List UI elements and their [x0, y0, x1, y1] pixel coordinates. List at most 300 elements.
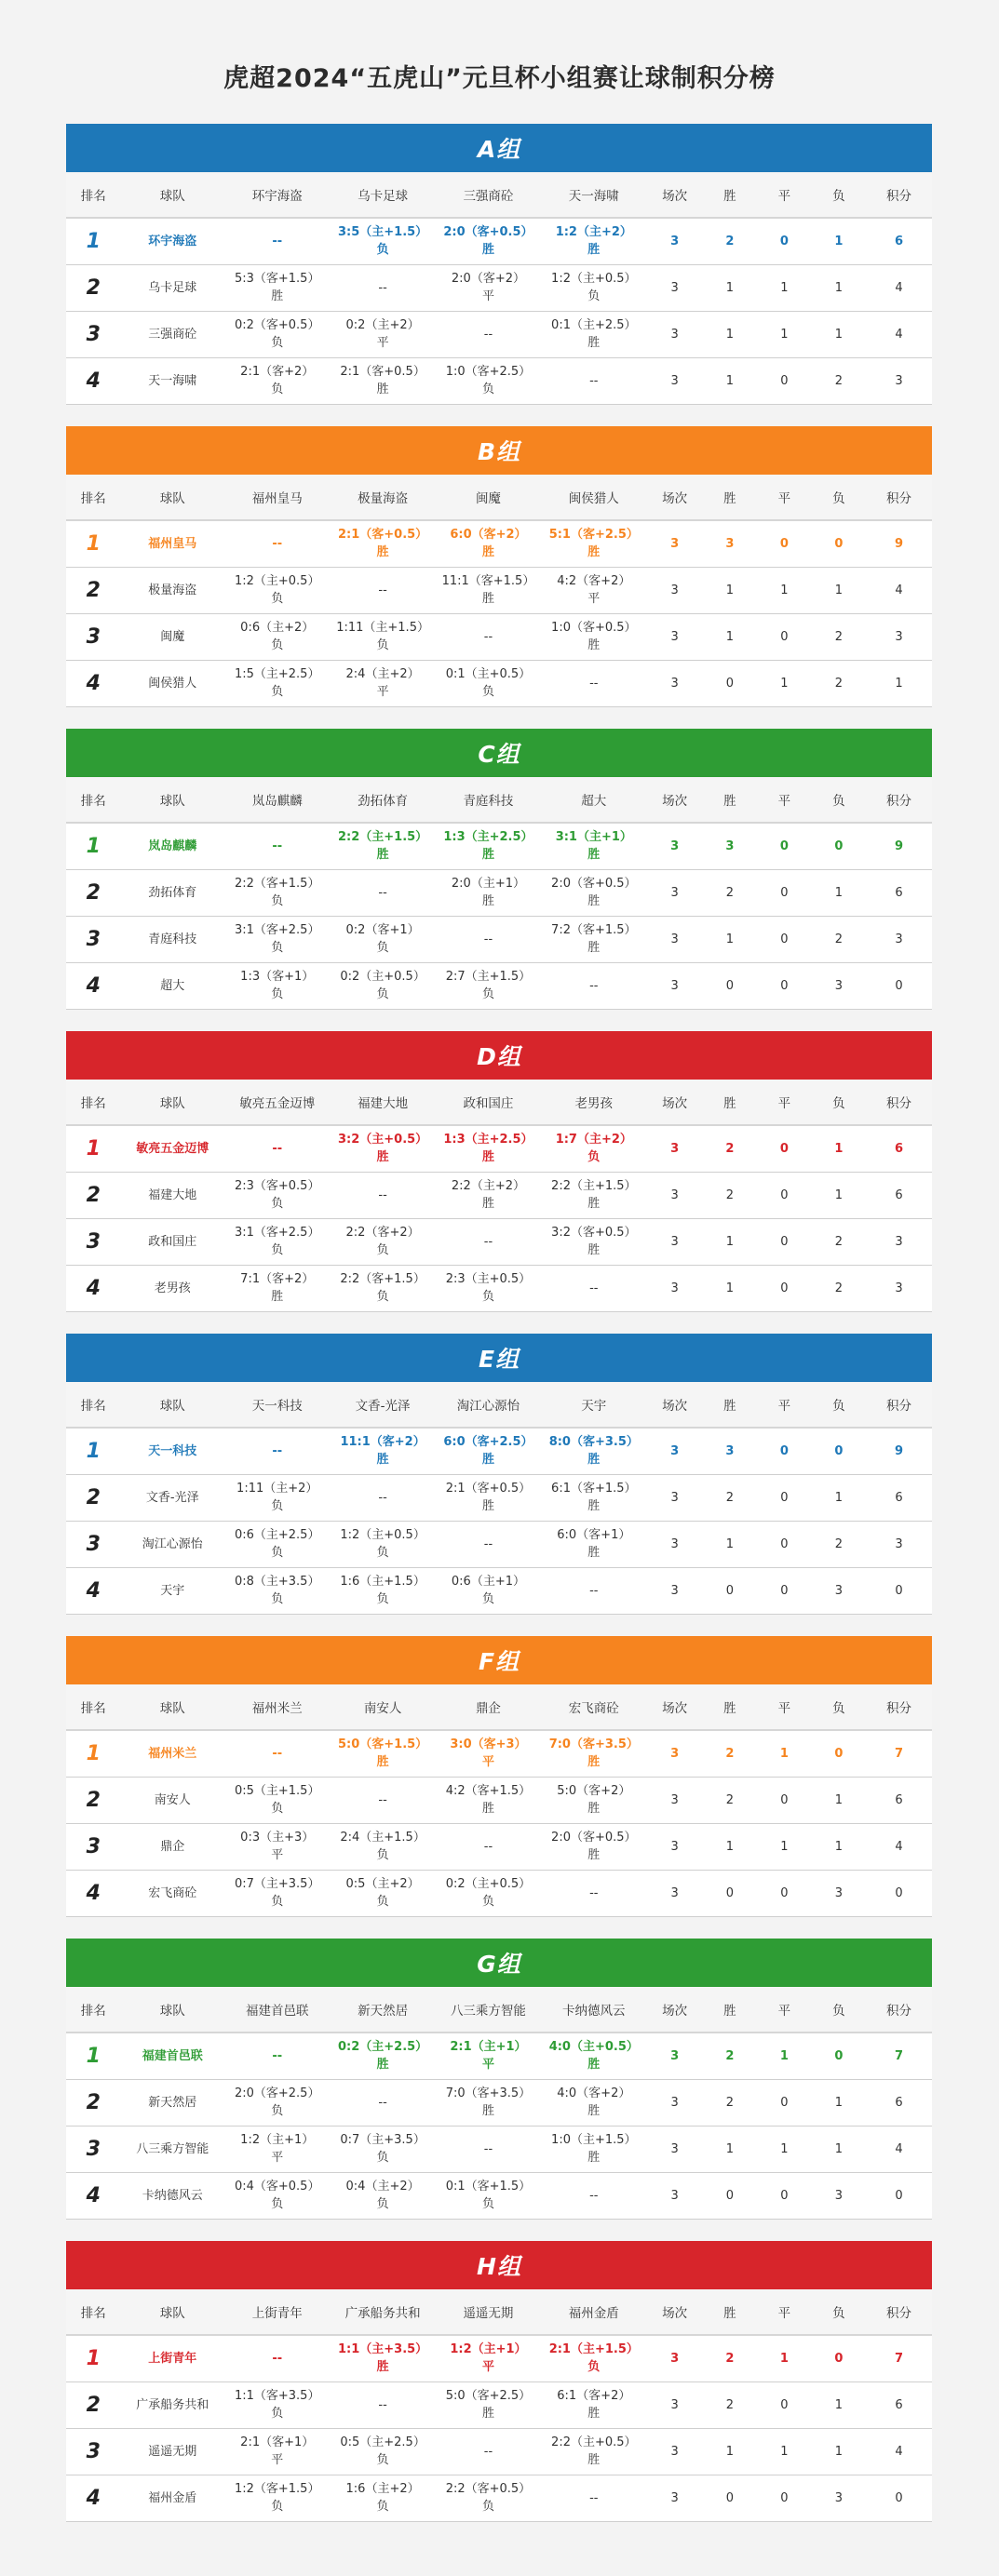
match-result-cell	[541, 2475, 646, 2521]
played-count: 3	[646, 962, 702, 1009]
col-opponent-header: 福州米兰	[224, 1684, 330, 1730]
group-table	[66, 1031, 932, 1312]
match-score: 7:0（客+3.5）	[445, 2086, 532, 2100]
col-win-header: 胜	[703, 777, 757, 823]
match-score: --	[272, 839, 283, 853]
match-outcome: 平	[481, 2360, 494, 2375]
match-result-cell	[436, 1265, 541, 1311]
match-outcome: 胜	[481, 894, 494, 908]
match-result-cell	[541, 2335, 646, 2381]
loss-count: 1	[812, 2126, 866, 2172]
match-result-cell	[330, 2079, 435, 2126]
col-draw-header: 平	[757, 1987, 811, 2033]
draw-count: 0	[757, 1777, 811, 1823]
match-outcome: 负	[481, 685, 494, 699]
match-result-cell	[224, 1474, 330, 1521]
match-outcome: 负	[481, 2197, 494, 2211]
match-score: 2:0（客+0.5）	[443, 225, 533, 240]
col-team-header: 球队	[120, 777, 224, 823]
rank-number: 1	[66, 2335, 120, 2381]
match-score: 2:2（客+0.5）	[445, 2482, 532, 2496]
draw-count: 0	[757, 1218, 811, 1265]
standings-table	[66, 1684, 932, 1917]
match-outcome: 负	[271, 1197, 284, 1211]
match-score: 2:0（客+2）	[451, 272, 525, 286]
loss-count: 1	[812, 1823, 866, 1870]
match-score: 3:1（客+2.5）	[234, 923, 320, 937]
team-name: 天一海啸	[120, 357, 224, 404]
table-row	[66, 2475, 932, 2521]
table-row	[66, 613, 932, 660]
win-count: 1	[703, 1265, 757, 1311]
rank-number: 3	[66, 1218, 120, 1265]
rank-number: 2	[66, 1172, 120, 1218]
match-result-cell	[224, 1428, 330, 1474]
match-result-cell	[436, 2033, 541, 2079]
table-row	[66, 2079, 932, 2126]
points-total: 4	[866, 264, 932, 311]
match-score: 2:4（主+1.5）	[340, 1831, 425, 1845]
loss-count: 0	[812, 823, 866, 869]
rank-number: 1	[66, 1730, 120, 1777]
match-score: 2:1（主+1）	[450, 2040, 527, 2055]
table-row	[66, 264, 932, 311]
played-count: 3	[646, 1474, 702, 1521]
col-opponent-header: 乌卡足球	[330, 172, 435, 218]
match-score: --	[378, 280, 387, 295]
match-result-cell	[541, 1567, 646, 1614]
match-result-cell	[436, 916, 541, 962]
table-row	[66, 218, 932, 264]
match-result-cell	[436, 218, 541, 264]
match-score: --	[483, 932, 493, 946]
points-total: 0	[866, 2475, 932, 2521]
group-table	[66, 426, 932, 707]
header-row	[66, 2289, 932, 2335]
played-count: 3	[646, 2126, 702, 2172]
match-score: 2:1（主+1.5）	[548, 2342, 639, 2357]
match-score: 0:5（主+2）	[345, 1877, 420, 1891]
table-row	[66, 1730, 932, 1777]
match-result-cell	[541, 2172, 646, 2219]
col-played-header: 场次	[646, 1080, 702, 1125]
match-result-cell	[541, 2428, 646, 2475]
match-result-cell	[330, 1218, 435, 1265]
col-opponent-header: 天宇	[541, 1382, 646, 1428]
group-header: G组	[66, 1939, 932, 1987]
draw-count: 0	[757, 1521, 811, 1567]
match-result-cell	[436, 2428, 541, 2475]
col-opponent-header: 闽侯猎人	[541, 475, 646, 520]
match-score: 0:4（客+0.5）	[234, 2180, 320, 2194]
match-score: 1:3（主+2.5）	[443, 1133, 533, 1147]
match-outcome: 平	[271, 1848, 284, 1862]
match-outcome: 负	[376, 987, 389, 1001]
match-outcome: 负	[271, 1546, 284, 1560]
played-count: 3	[646, 1823, 702, 1870]
team-name: 南安人	[120, 1777, 224, 1823]
group-header: C组	[66, 729, 932, 777]
match-score: --	[483, 1234, 493, 1249]
match-result-cell	[541, 1777, 646, 1823]
match-score: 7:2（客+1.5）	[551, 923, 637, 937]
team-name: 福州米兰	[120, 1730, 224, 1777]
standings-table	[66, 1382, 932, 1615]
match-score: --	[272, 1443, 283, 1458]
col-rank-header: 排名	[66, 1987, 120, 2033]
match-result-cell	[330, 613, 435, 660]
win-count: 1	[703, 916, 757, 962]
match-score: 1:2（主+0.5）	[234, 574, 320, 588]
col-opponent-header: 南安人	[330, 1684, 435, 1730]
match-outcome: 负	[587, 1150, 601, 1165]
match-score: 4:2（客+2）	[557, 574, 631, 588]
match-outcome: 负	[481, 1592, 494, 1606]
table-row	[66, 962, 932, 1009]
col-win-header: 胜	[703, 475, 757, 520]
match-score: --	[483, 629, 493, 644]
match-score: 1:5（主+2.5）	[234, 667, 320, 681]
match-result-cell	[224, 1521, 330, 1567]
win-count: 0	[703, 2475, 757, 2521]
match-result-cell	[224, 2381, 330, 2428]
match-outcome: 胜	[481, 1802, 494, 1816]
match-outcome: 平	[481, 1755, 494, 1770]
match-score: 0:1（主+0.5）	[445, 667, 532, 681]
points-total: 6	[866, 218, 932, 264]
match-result-cell	[330, 1428, 435, 1474]
col-opponent-header: 宏飞商砼	[541, 1684, 646, 1730]
team-name: 淘江心源怡	[120, 1521, 224, 1567]
match-result-cell	[224, 2475, 330, 2521]
rank-number: 3	[66, 613, 120, 660]
table-row	[66, 1125, 932, 1172]
points-total: 6	[866, 1125, 932, 1172]
draw-count: 0	[757, 1567, 811, 1614]
match-outcome: 胜	[481, 1453, 494, 1468]
match-score: 2:0（客+0.5）	[551, 877, 637, 891]
draw-count: 1	[757, 567, 811, 613]
points-total: 3	[866, 1521, 932, 1567]
match-score: 0:6（主+2）	[240, 621, 315, 635]
table-row	[66, 2335, 932, 2381]
group-header: F组	[66, 1636, 932, 1684]
match-outcome: 胜	[376, 545, 389, 560]
standings-table	[66, 1080, 932, 1312]
match-result-cell	[436, 2172, 541, 2219]
match-score: --	[589, 373, 599, 388]
table-row	[66, 1521, 932, 1567]
draw-count: 0	[757, 2381, 811, 2428]
match-score: 1:2（客+1.5）	[234, 2482, 320, 2496]
col-loss-header: 负	[812, 777, 866, 823]
match-outcome: 负	[271, 894, 284, 908]
col-win-header: 胜	[703, 2289, 757, 2335]
match-result-cell	[224, 2079, 330, 2126]
points-total: 6	[866, 1172, 932, 1218]
played-count: 3	[646, 1870, 702, 1916]
col-rank-header: 排名	[66, 1382, 120, 1428]
header-row	[66, 1080, 932, 1125]
match-outcome: 负	[587, 289, 601, 303]
match-result-cell	[224, 2428, 330, 2475]
header-row	[66, 475, 932, 520]
match-result-cell	[541, 2033, 646, 2079]
match-outcome: 胜	[587, 2058, 601, 2073]
match-result-cell	[436, 1474, 541, 1521]
loss-count: 2	[812, 1521, 866, 1567]
draw-count: 0	[757, 2079, 811, 2126]
match-result-cell	[436, 962, 541, 1009]
match-result-cell	[330, 311, 435, 357]
match-outcome: 负	[587, 2360, 601, 2375]
played-count: 3	[646, 916, 702, 962]
rank-number: 2	[66, 567, 120, 613]
col-loss-header: 负	[812, 475, 866, 520]
group-header: E组	[66, 1334, 932, 1382]
points-total: 4	[866, 2126, 932, 2172]
match-result-cell	[224, 520, 330, 567]
loss-count: 1	[812, 1777, 866, 1823]
col-rank-header: 排名	[66, 2289, 120, 2335]
match-outcome: 胜	[587, 1802, 601, 1816]
draw-count: 0	[757, 2172, 811, 2219]
loss-count: 2	[812, 357, 866, 404]
team-name: 闽魔	[120, 613, 224, 660]
match-result-cell	[436, 311, 541, 357]
played-count: 3	[646, 2381, 702, 2428]
loss-count: 1	[812, 1172, 866, 1218]
col-loss-header: 负	[812, 1684, 866, 1730]
table-row	[66, 2381, 932, 2428]
match-result-cell	[541, 567, 646, 613]
match-score: 0:4（主+2）	[345, 2180, 420, 2194]
loss-count: 1	[812, 1125, 866, 1172]
match-score: 0:2（主+2）	[345, 318, 420, 332]
match-outcome: 负	[271, 336, 284, 350]
page-title: 虎超2024“五虎山”元旦杯小组赛让球制积分榜	[223, 64, 776, 93]
draw-count: 0	[757, 218, 811, 264]
group-table	[66, 2241, 932, 2522]
win-count: 2	[703, 1125, 757, 1172]
match-score: 4:0（客+2）	[557, 2086, 631, 2100]
match-outcome: 负	[481, 382, 494, 396]
match-outcome: 胜	[587, 1243, 601, 1257]
match-result-cell	[436, 520, 541, 567]
col-opponent-header: 上街青年	[224, 2289, 330, 2335]
match-result-cell	[436, 264, 541, 311]
match-result-cell	[541, 1521, 646, 1567]
match-result-cell	[541, 357, 646, 404]
match-score: --	[589, 1281, 599, 1295]
match-result-cell	[541, 1474, 646, 1521]
team-name: 政和国庄	[120, 1218, 224, 1265]
match-outcome: 负	[271, 1592, 284, 1606]
match-result-cell	[330, 2033, 435, 2079]
match-result-cell	[330, 2126, 435, 2172]
played-count: 3	[646, 2033, 702, 2079]
rank-number: 1	[66, 823, 120, 869]
col-loss-header: 负	[812, 2289, 866, 2335]
col-opponent-header: 卡纳德风云	[541, 1987, 646, 2033]
col-opponent-header: 敏亮五金迈博	[224, 1080, 330, 1125]
match-result-cell	[330, 1730, 435, 1777]
col-rank-header: 排名	[66, 475, 120, 520]
match-result-cell	[541, 962, 646, 1009]
col-loss-header: 负	[812, 1080, 866, 1125]
match-result-cell	[330, 2381, 435, 2428]
table-row	[66, 1474, 932, 1521]
match-outcome: 胜	[376, 1453, 389, 1468]
table-row	[66, 2126, 932, 2172]
table-row	[66, 520, 932, 567]
match-outcome: 平	[481, 289, 494, 303]
match-outcome: 胜	[481, 1150, 494, 1165]
draw-count: 0	[757, 962, 811, 1009]
draw-count: 0	[757, 1172, 811, 1218]
team-name: 新天然居	[120, 2079, 224, 2126]
group-table	[66, 1636, 932, 1917]
col-team-header: 球队	[120, 2289, 224, 2335]
points-total: 0	[866, 1567, 932, 1614]
col-team-header: 球队	[120, 1684, 224, 1730]
loss-count: 2	[812, 1218, 866, 1265]
match-score: 2:2（客+2）	[345, 1226, 420, 1240]
draw-count: 1	[757, 2033, 811, 2079]
match-outcome: 负	[271, 2500, 284, 2514]
col-played-header: 场次	[646, 1987, 702, 2033]
match-outcome: 胜	[271, 289, 284, 303]
points-total: 3	[866, 357, 932, 404]
group-header: H组	[66, 2241, 932, 2289]
match-outcome: 胜	[376, 848, 389, 863]
match-result-cell	[436, 567, 541, 613]
win-count: 1	[703, 311, 757, 357]
draw-count: 0	[757, 357, 811, 404]
win-count: 2	[703, 2033, 757, 2079]
loss-count: 0	[812, 1730, 866, 1777]
match-score: 2:1（客+2）	[240, 365, 315, 379]
table-row	[66, 2033, 932, 2079]
col-draw-header: 平	[757, 1684, 811, 1730]
team-name: 青庭科技	[120, 916, 224, 962]
draw-count: 1	[757, 660, 811, 706]
match-result-cell	[541, 1218, 646, 1265]
match-outcome: 平	[587, 592, 601, 606]
team-name: 鼎企	[120, 1823, 224, 1870]
match-result-cell	[541, 1172, 646, 1218]
match-outcome: 负	[271, 638, 284, 652]
match-result-cell	[330, 2335, 435, 2381]
match-outcome: 胜	[481, 1499, 494, 1513]
match-outcome: 胜	[587, 941, 601, 955]
col-opponent-header: 八三乘方智能	[436, 1987, 541, 2033]
match-result-cell	[224, 1172, 330, 1218]
match-score: 0:8（主+3.5）	[234, 1575, 320, 1589]
match-result-cell	[224, 567, 330, 613]
col-team-header: 球队	[120, 1080, 224, 1125]
match-result-cell	[541, 1823, 646, 1870]
col-played-header: 场次	[646, 172, 702, 218]
match-result-cell	[541, 613, 646, 660]
points-total: 6	[866, 1777, 932, 1823]
match-score: 1:2（主+1）	[450, 2342, 527, 2357]
loss-count: 1	[812, 2079, 866, 2126]
played-count: 3	[646, 613, 702, 660]
group-header: A组	[66, 124, 932, 172]
match-result-cell	[436, 2381, 541, 2428]
match-result-cell	[541, 311, 646, 357]
col-opponent-header: 岚岛麒麟	[224, 777, 330, 823]
played-count: 3	[646, 1521, 702, 1567]
rank-number: 1	[66, 520, 120, 567]
match-score: 0:5（主+1.5）	[234, 1784, 320, 1798]
points-total: 9	[866, 823, 932, 869]
rank-number: 1	[66, 218, 120, 264]
loss-count: 1	[812, 2428, 866, 2475]
played-count: 3	[646, 1730, 702, 1777]
rank-number: 1	[66, 1125, 120, 1172]
loss-count: 2	[812, 660, 866, 706]
match-outcome: 胜	[481, 243, 494, 258]
played-count: 3	[646, 1777, 702, 1823]
col-points-header: 积分	[866, 1382, 932, 1428]
match-outcome: 胜	[587, 894, 601, 908]
loss-count: 3	[812, 1567, 866, 1614]
header-row	[66, 777, 932, 823]
group-header: D组	[66, 1031, 932, 1080]
loss-count: 3	[812, 2172, 866, 2219]
points-total: 3	[866, 613, 932, 660]
match-score: 0:6（主+1）	[451, 1575, 525, 1589]
col-opponent-header: 青庭科技	[436, 777, 541, 823]
match-outcome: 胜	[481, 848, 494, 863]
col-opponent-header: 劲拓体育	[330, 777, 435, 823]
match-score: 2:0（主+1）	[451, 877, 525, 891]
match-score: 2:1（客+0.5）	[340, 365, 425, 379]
match-score: 0:6（主+2.5）	[234, 1528, 320, 1542]
match-result-cell	[224, 357, 330, 404]
rank-number: 1	[66, 1428, 120, 1474]
match-result-cell	[330, 1125, 435, 1172]
match-result-cell	[330, 1823, 435, 1870]
played-count: 3	[646, 357, 702, 404]
match-result-cell	[541, 1265, 646, 1311]
match-result-cell	[330, 1777, 435, 1823]
rank-number: 4	[66, 357, 120, 404]
match-outcome: 胜	[587, 848, 601, 863]
match-score: 2:2（主+1.5）	[337, 830, 428, 845]
rank-number: 4	[66, 1567, 120, 1614]
match-result-cell	[224, 1265, 330, 1311]
match-result-cell	[541, 2126, 646, 2172]
match-outcome: 负	[376, 638, 389, 652]
col-draw-header: 平	[757, 1382, 811, 1428]
draw-count: 1	[757, 311, 811, 357]
points-total: 6	[866, 2381, 932, 2428]
match-result-cell	[436, 1567, 541, 1614]
col-played-header: 场次	[646, 2289, 702, 2335]
match-outcome: 负	[481, 987, 494, 1001]
match-score: --	[483, 2444, 493, 2459]
played-count: 3	[646, 823, 702, 869]
match-result-cell	[541, 869, 646, 916]
match-result-cell	[224, 1730, 330, 1777]
col-played-header: 场次	[646, 1684, 702, 1730]
match-score: 2:1（客+0.5）	[445, 1482, 532, 1496]
rank-number: 4	[66, 1870, 120, 1916]
col-draw-header: 平	[757, 475, 811, 520]
